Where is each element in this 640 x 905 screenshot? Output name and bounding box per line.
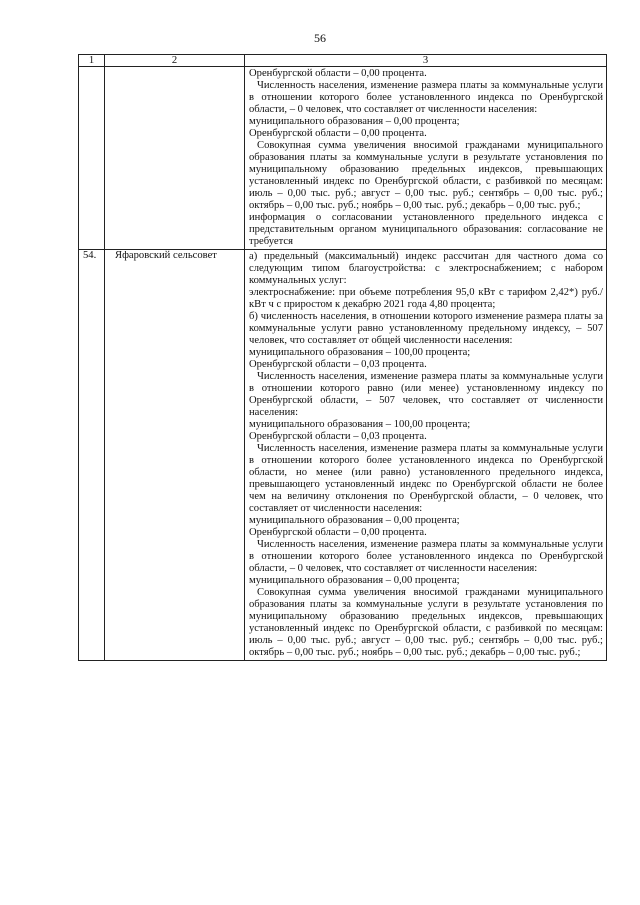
paragraph: Численность населения, изменение размера платы за коммунальные услуги в отношении которого более установленного индекса по Оренбургской области, но менее (или равно) установленного предельного индекса, превышающего установленный индекс по Оренбургской области не более чем на величину отклонения по Оренбургской области, – 0 человек, что составляет от численности населения: xyxy=(249,443,603,514)
paragraph: Численность населения, изменение размера платы за коммунальные услуги в отношении которого равно (или менее) установленному индексу по Оренбургской области, – 507 человек, что составляет от численности населения: xyxy=(249,371,603,418)
paragraph: Совокупная сумма увеличения вносимой гражданами муниципального образования платы за коммунальные услуги в результате установления по муниципальному образованию предельных индексов, превышающих установленный индекс по Оренбургской области, с разбивкой по месяцам: июль – 0,00 тыс. руб.; август – 0,00 тыс. руб.; сентябрь – 0,00 тыс. руб.; октябрь – 0,00 тыс. руб.; ноябрь – 0,00 тыс. руб.; декабрь – 0,00 тыс. руб.; xyxy=(249,140,603,211)
paragraph: Оренбургской области – 0,00 процента. xyxy=(249,68,427,79)
paragraph: Оренбургской области – 0,03 процента. xyxy=(249,359,427,370)
table-row-continuation xyxy=(79,67,607,250)
paragraph: Оренбургской области – 0,03 процента. xyxy=(249,431,427,442)
paragraph: информация о согласовании установленного предельного индекса с представительным органом муниципального образования: согласование не требуется xyxy=(249,212,603,247)
paragraph: муниципального образования – 0,00 процента; xyxy=(249,575,460,586)
paragraph: Численность населения, изменение размера платы за коммунальные услуги в отношении которого более установленного индекса по Оренбургской области, – 0 человек, что составляет от численности населения: xyxy=(249,539,603,574)
page-number: 56 xyxy=(314,31,326,45)
row-name-cell xyxy=(105,67,245,250)
paragraph: а) предельный (максимальный) индекс рассчитан для частного дома со следующим типом благоустройства: с электроснабжением; с набором коммунальных услуг: xyxy=(249,251,603,286)
paragraph: муниципального образования – 100,00 процента; xyxy=(249,347,471,358)
table-row-54 xyxy=(79,250,607,661)
paragraph: Совокупная сумма увеличения вносимой гражданами муниципального образования платы за коммунальные услуги в результате установления по муниципальному образованию предельных индексов, превышающих установленный индекс по Оренбургской области, с разбивкой по месяцам: июль – 0,00 тыс. руб.; август – 0,00 тыс. руб.; сентябрь – 0,00 тыс. руб.; октябрь – 0,00 тыс. руб.; ноябрь – 0,00 тыс. руб.; декабрь – 0,00 тыс. руб.; xyxy=(249,587,603,658)
table-header-row xyxy=(79,55,607,67)
header-col-1: 1 xyxy=(79,55,105,67)
row-name-cell: Яфаровский сельсовет xyxy=(105,250,245,661)
row-text-cell xyxy=(245,250,607,661)
paragraph: муниципального образования – 0,00 процента; xyxy=(249,116,460,127)
paragraph: муниципального образования – 100,00 процента; xyxy=(249,419,471,430)
row-text-cell xyxy=(245,67,607,250)
indices-table xyxy=(78,54,607,661)
paragraph: электроснабжение: при объеме потребления 95,0 кВт с тарифом 2,42*) руб./кВт ч с приростом к декабрю 2021 года 4,80 процента; xyxy=(249,287,603,310)
paragraph: Оренбургской области – 0,00 процента. xyxy=(249,128,427,139)
header-col-2: 2 xyxy=(105,55,245,67)
paragraph: муниципального образования – 0,00 процента; xyxy=(249,515,460,526)
paragraph: Численность населения, изменение размера платы за коммунальные услуги в отношении которого более установленного индекса по Оренбургской области, – 0 человек, что составляет от численности населения: xyxy=(249,80,603,115)
row-number-cell: 54. xyxy=(79,250,105,661)
header-col-3: 3 xyxy=(245,55,607,67)
paragraph: Оренбургской области – 0,00 процента. xyxy=(249,527,427,538)
row-number-cell xyxy=(79,67,105,250)
paragraph: б) численность населения, в отношении которого изменение размера платы за коммунальные услуги равно установленному предельному индексу, – 507 человек, что составляет от общей численности населения: xyxy=(249,311,603,346)
